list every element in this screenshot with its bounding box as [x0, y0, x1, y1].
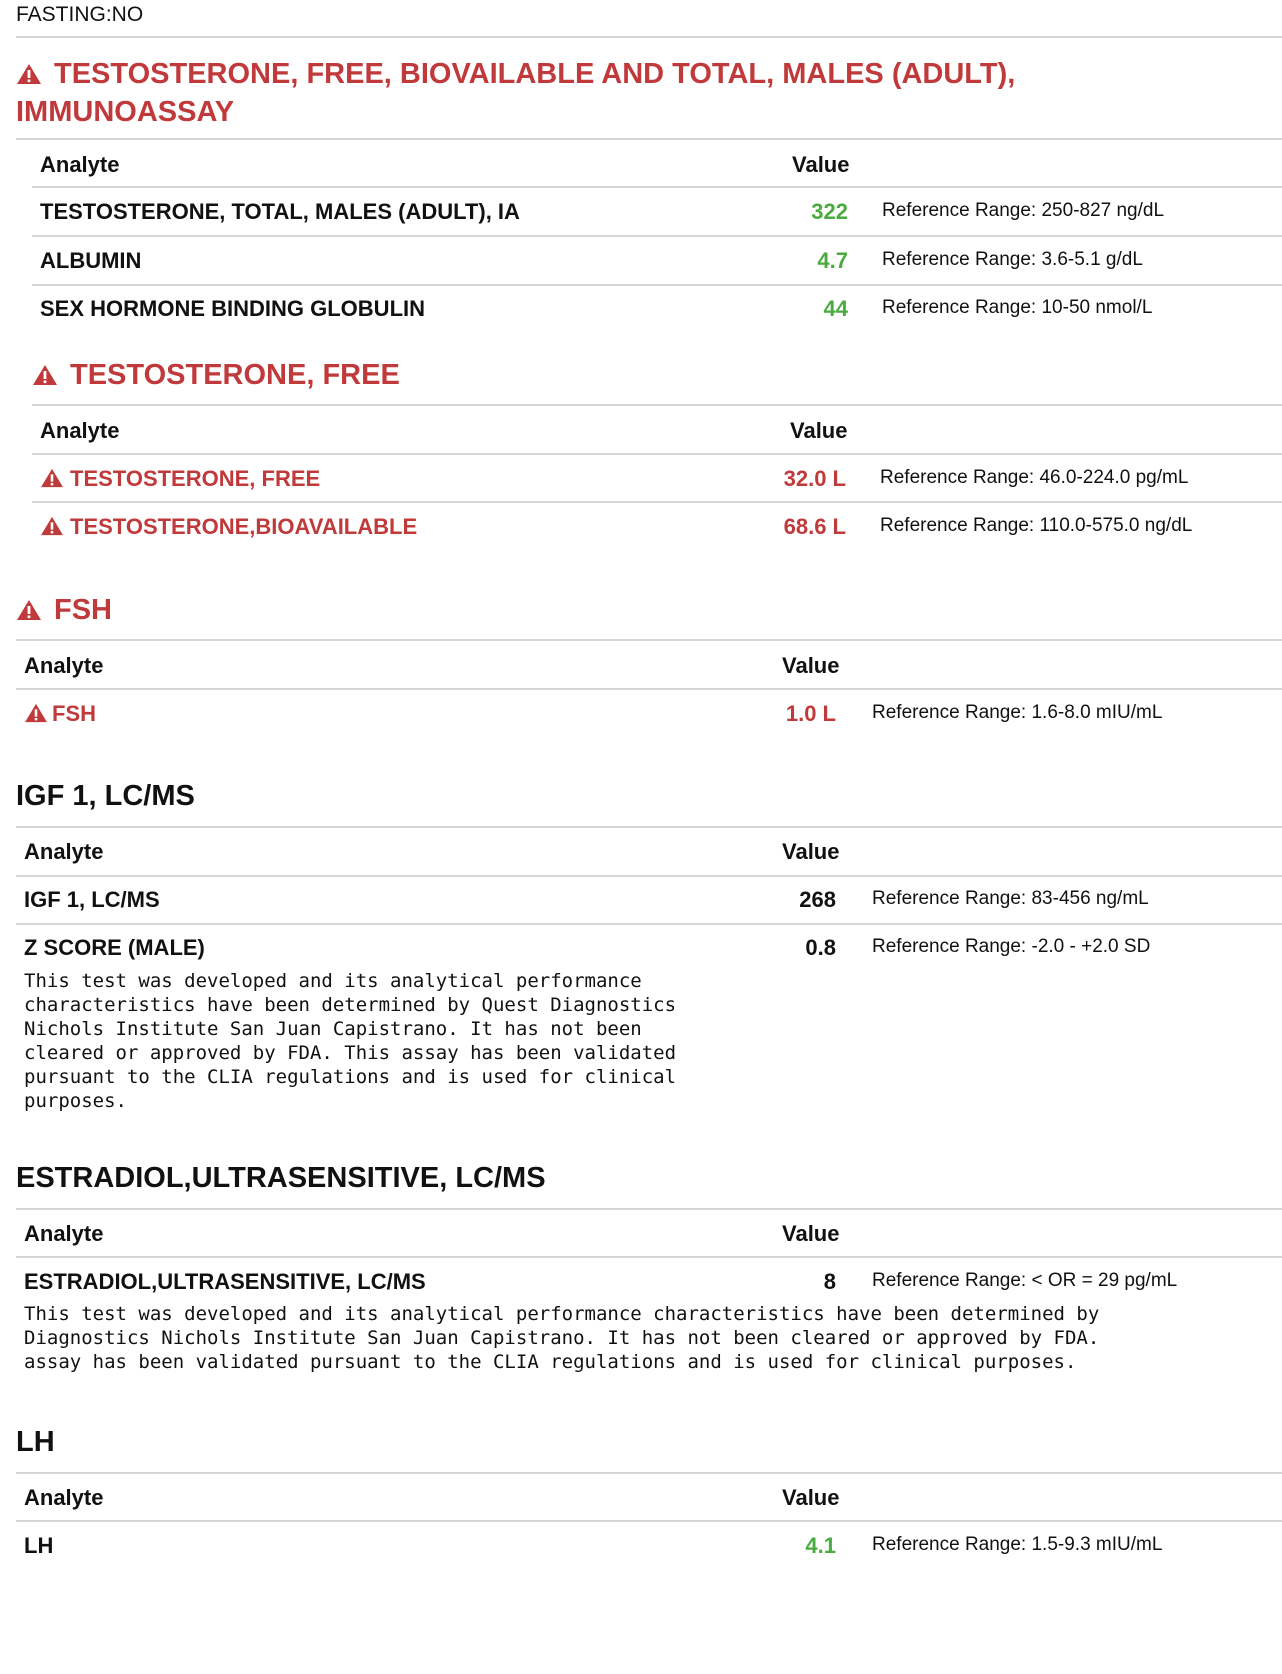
column-header-value: Value — [782, 653, 840, 678]
reference-range: Reference Range: 3.6-5.1 g/dL — [882, 249, 1143, 270]
section-title-line1: TESTOSTERONE, FREE, BIOVAILABLE AND TOTAL, MALES (ADULT), — [54, 58, 1016, 90]
column-header-value: Value — [790, 418, 848, 443]
analyte-value: 32.0 L — [783, 466, 846, 491]
reference-range: Reference Range: 10-50 nmol/L — [882, 297, 1153, 318]
analyte-name-text: TESTOSTERONE, FREE — [70, 466, 321, 491]
reference-range: Reference Range: 1.5-9.3 mIU/mL — [872, 1534, 1163, 1555]
warning-icon — [24, 703, 48, 729]
analyte-name: ESTRADIOL,ULTRASENSITIVE, LC/MS — [24, 1269, 426, 1294]
column-header-value: Value — [792, 152, 850, 177]
section-title-testosterone-free — [32, 357, 400, 395]
divider — [32, 235, 1282, 237]
analyte-value: 44 — [823, 296, 848, 321]
divider — [16, 36, 1282, 38]
column-header-analyte: Analyte — [40, 418, 120, 443]
section-title-testosterone-panel — [16, 56, 1015, 130]
reference-range: Reference Range: 250-827 ng/dL — [882, 200, 1165, 221]
reference-range: Reference Range: 1.6-8.0 mIU/mL — [872, 702, 1163, 723]
section-title-fsh — [16, 592, 112, 630]
divider — [16, 1208, 1282, 1210]
analyte-value: 268 — [799, 887, 836, 912]
analyte-value: 0.8 — [805, 935, 836, 960]
analyte-name — [24, 701, 96, 729]
reference-range: Reference Range: -2.0 - +2.0 SD — [872, 936, 1151, 957]
analyte-name: SEX HORMONE BINDING GLOBULIN — [40, 296, 426, 321]
column-header-analyte: Analyte — [24, 1221, 104, 1246]
divider — [16, 1520, 1282, 1522]
divider — [32, 501, 1282, 503]
column-header-value: Value — [782, 839, 840, 864]
divider — [32, 284, 1282, 286]
divider — [16, 1472, 1282, 1474]
section-title-igf: IGF 1, LC/MS — [16, 780, 195, 812]
divider — [16, 688, 1282, 690]
column-header-analyte: Analyte — [24, 1485, 104, 1510]
reference-range: Reference Range: 110.0-575.0 ng/dL — [880, 515, 1193, 536]
divider — [16, 1256, 1282, 1258]
column-header-analyte: Analyte — [24, 653, 104, 678]
divider — [32, 453, 1282, 455]
analyte-name: Z SCORE (MALE) — [24, 935, 205, 960]
fasting-status: FASTING:NO — [16, 3, 144, 26]
column-header-value: Value — [782, 1485, 840, 1510]
warning-icon — [16, 58, 42, 94]
analyte-name-text: TESTOSTERONE,BIOAVAILABLE — [70, 514, 418, 539]
divider — [16, 826, 1282, 828]
divider — [16, 875, 1282, 877]
section-title-lh: LH — [16, 1426, 55, 1458]
analyte-value: 322 — [811, 199, 848, 224]
analyte-value: 4.1 — [805, 1533, 836, 1558]
warning-icon — [16, 594, 42, 630]
divider — [32, 186, 1282, 188]
analyte-value: 68.6 L — [783, 514, 846, 539]
analyte-name — [40, 466, 320, 494]
section-title-text: TESTOSTERONE, FREE — [70, 359, 400, 391]
reference-range: Reference Range: < OR = 29 pg/mL — [872, 1270, 1178, 1291]
analyte-value: 4.7 — [817, 248, 848, 273]
column-header-analyte: Analyte — [40, 152, 120, 177]
section-title-estradiol: ESTRADIOL,ULTRASENSITIVE, LC/MS — [16, 1162, 546, 1194]
analyte-value: 1.0 L — [785, 701, 836, 726]
divider — [32, 404, 1282, 406]
test-note: This test was developed and its analytical performance characteristics have been determined by Quest Diagnostics Nichols Institute San Juan Capistrano. It has not been cleared or approved by FDA. This assay has been validated pursuant to the CLIA regulations and is used for clinical purposes. — [24, 970, 677, 1112]
analyte-name: ALBUMIN — [40, 248, 142, 273]
analyte-name: IGF 1, LC/MS — [24, 887, 160, 912]
analyte-name — [40, 514, 417, 542]
divider — [16, 923, 1282, 925]
divider — [16, 138, 1282, 140]
analyte-name: LH — [24, 1533, 54, 1558]
warning-icon — [32, 359, 58, 395]
analyte-name-text: FSH — [52, 701, 96, 726]
analyte-value: 8 — [823, 1269, 836, 1294]
section-title-line2: IMMUNOASSAY — [16, 96, 235, 128]
section-title-text: FSH — [54, 594, 112, 626]
reference-range: Reference Range: 46.0-224.0 pg/mL — [880, 467, 1189, 488]
reference-range: Reference Range: 83-456 ng/mL — [872, 888, 1149, 909]
divider — [16, 639, 1282, 641]
column-header-value: Value — [782, 1221, 840, 1246]
warning-icon — [40, 468, 64, 494]
analyte-name: TESTOSTERONE, TOTAL, MALES (ADULT), IA — [40, 199, 520, 224]
test-note: This test was developed and its analytical performance characteristics have been determined by Diagnostics Nichols Institute San Juan Capistrano. It has not been cleared or approved by FDA. assay has been validated pursuant to the CLIA regulations and is used for clinical purposes. — [24, 1303, 1100, 1373]
warning-icon — [40, 516, 64, 542]
column-header-analyte: Analyte — [24, 839, 104, 864]
